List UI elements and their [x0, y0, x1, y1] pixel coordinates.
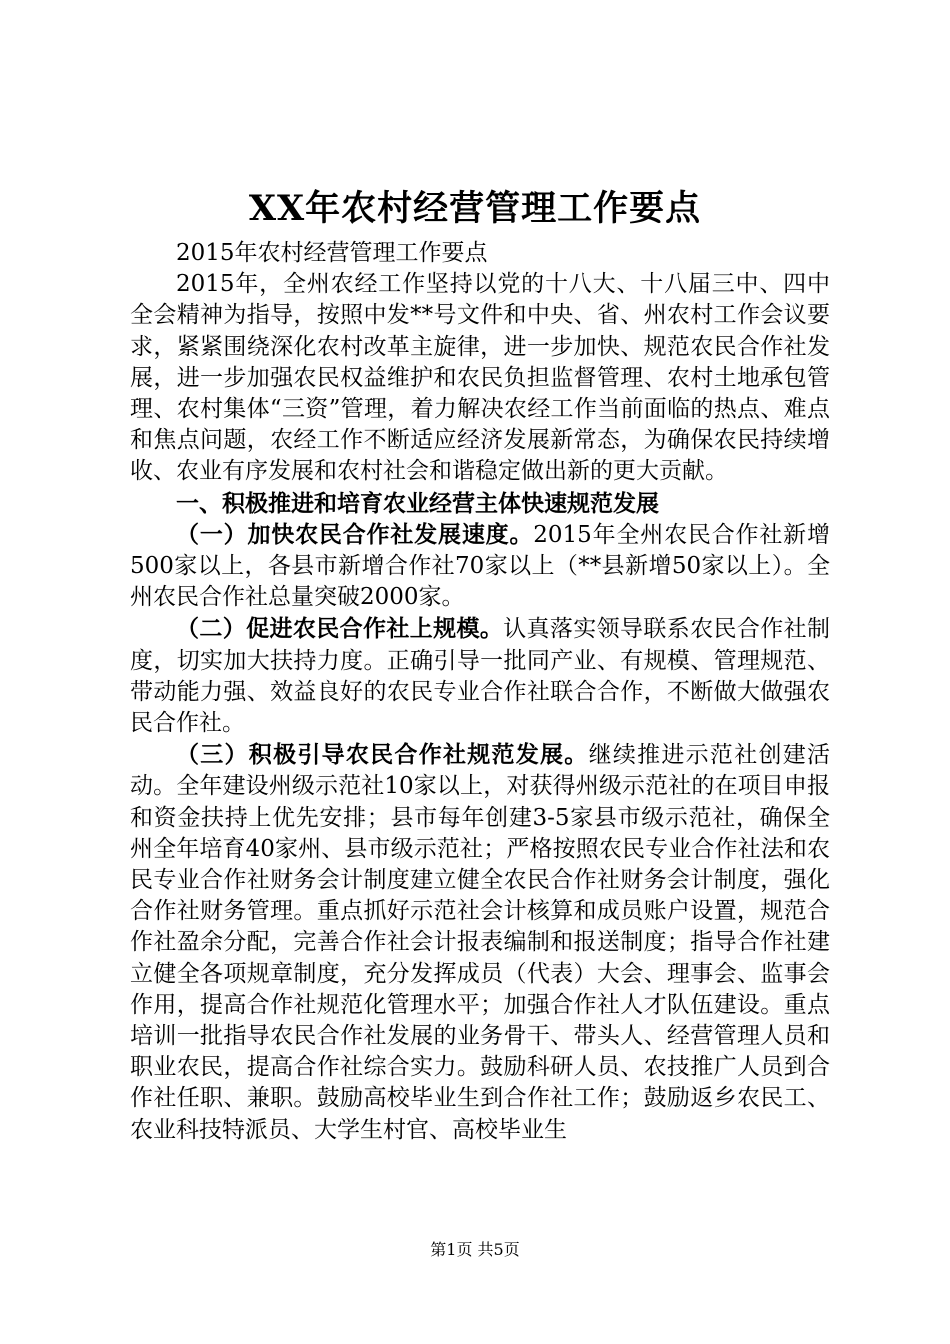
item-paragraph-1 — [130, 519, 830, 614]
subtitle-paragraph: 2015年农村经营管理工作要点 — [176, 240, 488, 266]
intro-paragraph: 2015年，全州农经工作坚持以党的十八大、十八届三中、四中全会精神为指导，按照中发**号文件和中央、省、州农村工作会议要求，紧紧围绕深化农村改革主旋律，进一步加快、规范农民合作社发展，进一步加强农民权益维护和农民负担监督管理、农村土地承包管理、农村集体“三资”管理，着力解决农经工作当前面临的热点、难点和焦点问题，农经工作不断适应经济发展新常态，为确保农民持续增收、农业有序发展和农村社会和谐稳定做出新的更大贡献。 — [130, 271, 830, 485]
item-heading-3: （三）积极引导农民合作社规范发展。 — [176, 741, 589, 769]
page-footer: 第1页 共5页 — [430, 1240, 520, 1259]
item-heading-1: （一）加快农民合作社发展速度。 — [176, 520, 534, 548]
item-paragraph-2 — [130, 613, 830, 739]
item-heading-2: （二）促进农民合作社上规模。 — [176, 615, 504, 643]
document-title: XX年农村经营管理工作要点 — [248, 188, 702, 229]
item-text-1: 2015年全州农民合作社新增500家以上，各县市新增合作社70家以上（**县新增50家以上）。全州农民合作社总量突破2000家。 — [130, 521, 830, 611]
document-body — [130, 238, 830, 1146]
item-text-3: 继续推进示范社创建活动。全年建设州级示范社10家以上，对获得州级示范社的在项目申报和资金扶持上优先安排；县市每年创建3-5家县市级示范社，确保全州全年培育40家州、县市级示范社；严格按照农民专业合作社法和农民专业合作社财务会计制度建立健全农民合作社财务会计制度，强化合作社财务管理。重点抓好示范社会计核算和成员账户设置，规范合作社盈余分配，完善合作社会计报表编制和报送制度；指导合作社建立健全各项规章制度，充分发挥成员（代表）大会、理事会、监事会作用，提高合作社规范化管理水平；加强合作社人才队伍建设。重点培训一批指导农民合作社发展的业务骨干、带头人、经营管理人员和职业农民，提高合作社综合实力。鼓励科研人员、农技推广人员到合作社任职、兼职。鼓励高校毕业生到合作社工作；鼓励返乡农民工、农业科技特派员、大学生村官、高校毕业生 — [130, 742, 831, 1143]
item-paragraph-3 — [130, 739, 830, 1146]
section-heading: 一、积极推进和培育农业经营主体快速规范发展 — [176, 489, 659, 517]
item-text-2: 认真落实领导联系农民合作社制度，切实加大扶持力度。正确引导一批同产业、有规模、管理规范、带动能力强、效益良好的农民专业合作社联合合作，不断做大做强农民合作社。 — [130, 616, 831, 737]
